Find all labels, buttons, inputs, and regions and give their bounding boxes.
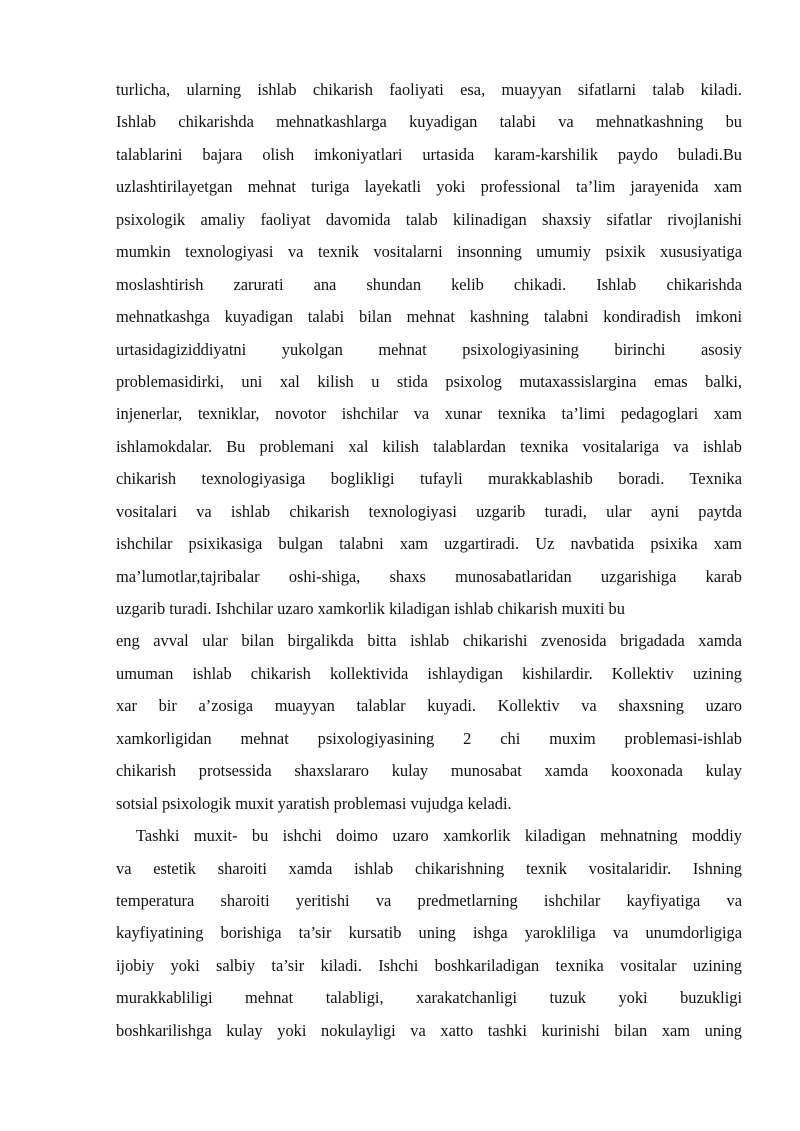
text-line: urtasidagiziddiyatni yukolgan mehnat psixologiyasining birinchi asosiy — [116, 339, 742, 359]
text-line: sotsial psixologik muxit yaratish problemasi vujudga keladi. — [116, 793, 512, 813]
text-line: talablarini bajara olish imkoniyatlari urtasida karam-karshilik paydo buladi.Bu — [116, 144, 742, 164]
text-line: murakkabliligi mehnat talabligi, xarakatchanligi tuzuk yoki buzukligi — [116, 988, 742, 1008]
text-line: chikarish texnologiyasiga boglikligi tufayli murakkablashib boradi. Texnika — [116, 469, 742, 489]
text-line: turlicha, ularning ishlab chikarish faoliyati esa, muayyan sifatlarni talab kiladi. — [116, 80, 742, 99]
text-line: uzlashtirilayetgan mehnat turiga layekatli yoki professional ta’lim jarayenida xam — [116, 177, 742, 197]
text-line: ishchilar psixikasiga bulgan talabni xam uzgartiradi. Uz navbatida psixika xam — [116, 534, 742, 554]
text-line: injenerlar, texniklar, novotor ishchilar va xunar texnika ta’limi pedagoglari xam — [116, 404, 742, 424]
text-line: va estetik sharoiti xamda ishlab chikarishning texnik vositalaridir. Ishning — [116, 858, 742, 878]
text-line: ishlamokdalar. Bu problemani xal kilish talablardan texnika vositalariga va ishlab — [116, 436, 742, 456]
text-line: uzgarib turadi. Ishchilar uzaro xamkorlik kiladigan ishlab chikarish muxiti bu — [116, 599, 625, 618]
text-line: chikarish protsessida shaxslararo kulay munosabat xamda kooxonada kulay — [116, 761, 742, 781]
text-line: vositalari va ishlab chikarish texnologiyasi uzgarib turadi, ular ayni paytda — [116, 501, 742, 521]
text-line: ma’lumotlar,tajribalar oshi-shiga, shaxs munosabatlaridan uzgarishiga karab — [116, 566, 742, 586]
body-text — [116, 74, 742, 1047]
text-line: Ishlab chikarishda mehnatkashlarga kuyadigan talabi va mehnatkashning bu — [116, 112, 742, 132]
text-line: umuman ishlab chikarish kollektivida ishlaydigan kishilardir. Kollektiv uzining — [116, 663, 742, 683]
text-line: temperatura sharoiti yeritishi va predmetlarning ishchilar kayfiyatiga va — [116, 890, 742, 910]
text-line: mehnatkashga kuyadigan talabi bilan mehnat kashning talabni kondiradish imkoni — [116, 307, 742, 327]
text-line: ijobiy yoki salbiy ta’sir kiladi. Ishchi boshkariladigan texnika vositalar uzining — [116, 955, 742, 975]
text-line: eng avval ular bilan birgalikda bitta ishlab chikarishi zvenosida brigadada xamda — [116, 631, 742, 651]
text-line: boshkarilishga kulay yoki nokulayligi va xatto tashki kurinishi bilan xam uning — [116, 1020, 742, 1040]
text-line: xar bir a’zosiga muayyan talablar kuyadi. Kollektiv va shaxsning uzaro — [116, 696, 742, 716]
paragraph-first-line: Tashki muxit- bu ishchi doimo uzaro xamkorlik kiladigan mehnatning moddiy — [136, 826, 742, 846]
text-line: kayfiyatining borishiga ta’sir kursatib uning ishga yarokliliga va unumdorligiga — [116, 923, 742, 943]
text-line: xamkorligidan mehnat psixologiyasining 2 chi muxim problemasi-ishlab — [116, 728, 742, 748]
text-line: moslashtirish zarurati ana shundan kelib chikadi. Ishlab chikarishda — [116, 274, 742, 294]
text-line: psixologik amaliy faoliyat davomida talab kilinadigan shaxsiy sifatlar rivojlanishi — [116, 209, 742, 229]
text-line: problemasidirki, uni xal kilish u stida psixolog mutaxassislargina emas balki, — [116, 371, 742, 391]
text-line: mumkin texnologiyasi va texnik vositalarni insonning umumiy psixik xususiyatiga — [116, 242, 742, 262]
